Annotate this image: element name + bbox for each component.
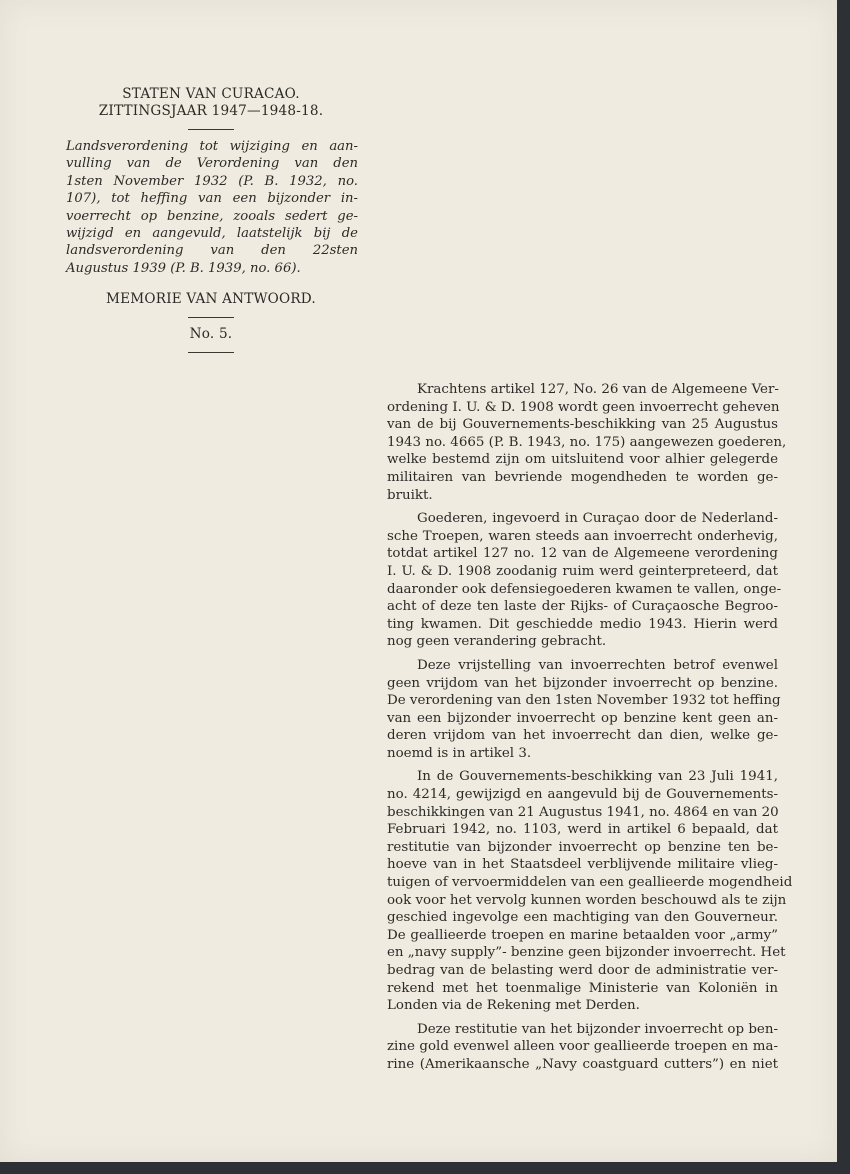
text-line: militairen van bevriende mogendheden te worden ge-	[387, 469, 778, 485]
text-line: Goederen, ingevoerd in Curaçao door de Nederland-	[417, 511, 778, 527]
paragraph-2	[387, 510, 782, 651]
scan-bottom-border	[0, 1162, 850, 1174]
text-line: nog geen verandering gebracht.	[387, 634, 607, 650]
text-line: Deze vrijstelling van invoerrechten betrof evenwel	[417, 657, 778, 673]
title-line: 1sten November 1932 (P. B. 1932, no.	[66, 173, 358, 189]
text-line: ordening I. U. & D. 1908 wordt geen invoerrecht geheven	[387, 399, 780, 415]
text-line: ook voor het vervolg kunnen worden beschouwd als te zijn	[387, 892, 787, 908]
text-line: tuigen of vervoermiddelen van een geallieerde mogendheid	[387, 875, 793, 891]
header-line-1: STATEN VAN CURACAO.	[122, 86, 300, 102]
text-line: rine (Amerikaansche „Navy coastguard cutters”) en niet	[387, 1056, 778, 1072]
title-line: Augustus 1939 (P. B. 1939, no. 66).	[66, 260, 301, 276]
paragraph-5	[387, 1021, 778, 1074]
text-line: I. U. & D. 1908 zoodanig ruim werd geinterpreteerd, dat	[387, 563, 778, 579]
text-line: acht of deze ten laste der Rijks- of Curaçaosche Begroo-	[387, 599, 778, 615]
text-line: ting kwamen. Dit geschiedde medio 1943. Hierin werd	[387, 616, 778, 632]
document-header	[62, 86, 360, 361]
memorie-heading: MEMORIE VAN ANTWOORD.	[106, 291, 316, 308]
text-line: daaronder ook defensiegoederen kwamen te vallen, onge-	[387, 581, 782, 597]
text-line: van de bij Gouvernements-beschikking van 25 Augustus	[387, 417, 778, 433]
memorie-divider	[188, 317, 234, 318]
text-line: Londen via de Rekening met Derden.	[387, 998, 640, 1014]
text-line: Deze restitutie van het bijzonder invoerrecht op ben-	[417, 1021, 778, 1037]
text-line: restitutie van bijzonder invoerrecht op benzine ten be-	[387, 839, 778, 855]
text-line: sche Troepen, waren steeds aan invoerrecht onderhevig,	[387, 528, 778, 544]
number-divider	[188, 352, 234, 353]
paragraph-1	[387, 381, 787, 504]
text-line: In de Gouvernements-beschikking van 23 Juli 1941,	[417, 769, 778, 785]
text-line: geen vrijdom van het bijzonder invoerrecht op benzine.	[387, 675, 778, 691]
paragraph-4	[387, 768, 793, 1014]
document-number: No. 5.	[189, 326, 233, 343]
scan-right-border	[837, 0, 850, 1174]
text-line: hoeve van in het Staatsdeel verblijvende militaire vlieg-	[387, 857, 778, 873]
header-divider	[188, 129, 234, 130]
text-line: bedrag van de belasting werd door de administratie ver-	[387, 963, 778, 978]
text-line: bruikt.	[387, 487, 433, 503]
text-line: totdat artikel 127 no. 12 van de Algemeene verordening	[387, 546, 778, 562]
body-text	[387, 381, 793, 1080]
text-line: Krachtens artikel 127, No. 26 van de Algemeene Ver-	[417, 382, 779, 397]
text-line: deren vrijdom van het invoerrecht dan dien, welke ge-	[387, 728, 778, 744]
text-line: noemd is in artikel 3.	[387, 745, 532, 761]
title-line: 107), tot heffing van een bijzonder in-	[66, 191, 358, 207]
ordinance-title	[66, 138, 358, 277]
text-line: beschikkingen van 21 Augustus 1941, no. 4864 en van 20	[387, 804, 779, 820]
text-line: zine gold evenwel alleen voor geallieerde troepen en ma-	[387, 1039, 778, 1055]
header-line-2: ZITTINGSJAAR 1947—1948-18.	[98, 103, 324, 119]
text-line: welke bestemd zijn om uitsluitend voor alhier gelegerde	[387, 452, 778, 468]
text-line: en „navy supply”- benzine geen bijzonder invoerrecht. Het	[387, 945, 786, 961]
title-line: vulling van de Verordening van den	[66, 156, 358, 172]
text-line: 1943 no. 4665 (P. B. 1943, no. 175) aangewezen goederen,	[387, 434, 787, 450]
paragraph-3	[387, 657, 781, 763]
title-line: landsverordening van den 22sten	[66, 243, 358, 259]
text-line: rekend met het toenmalige Ministerie van Koloniën in	[387, 980, 778, 996]
text-line: De verordening van den 1sten November 1932 tot heffing	[387, 693, 781, 709]
title-line: voerrecht op benzine, zooals sedert ge-	[66, 208, 358, 224]
text-line: van een bijzonder invoerrecht op benzine kent geen an-	[387, 710, 778, 726]
text-line: De geallieerde troepen en marine betaalden voor „army”	[387, 927, 778, 943]
title-line: Landsverordening tot wijziging en aan-	[66, 139, 358, 154]
text-line: geschied ingevolge een machtiging van den Gouverneur.	[387, 910, 778, 926]
text-line: no. 4214, gewijzigd en aangevuld bij de Gouvernements-	[387, 787, 778, 803]
text-line: Februari 1942, no. 1103, werd in artikel 6 bepaald, dat	[387, 822, 778, 838]
title-line: wijzigd en aangevuld, laatstelijk bij de	[66, 226, 358, 242]
